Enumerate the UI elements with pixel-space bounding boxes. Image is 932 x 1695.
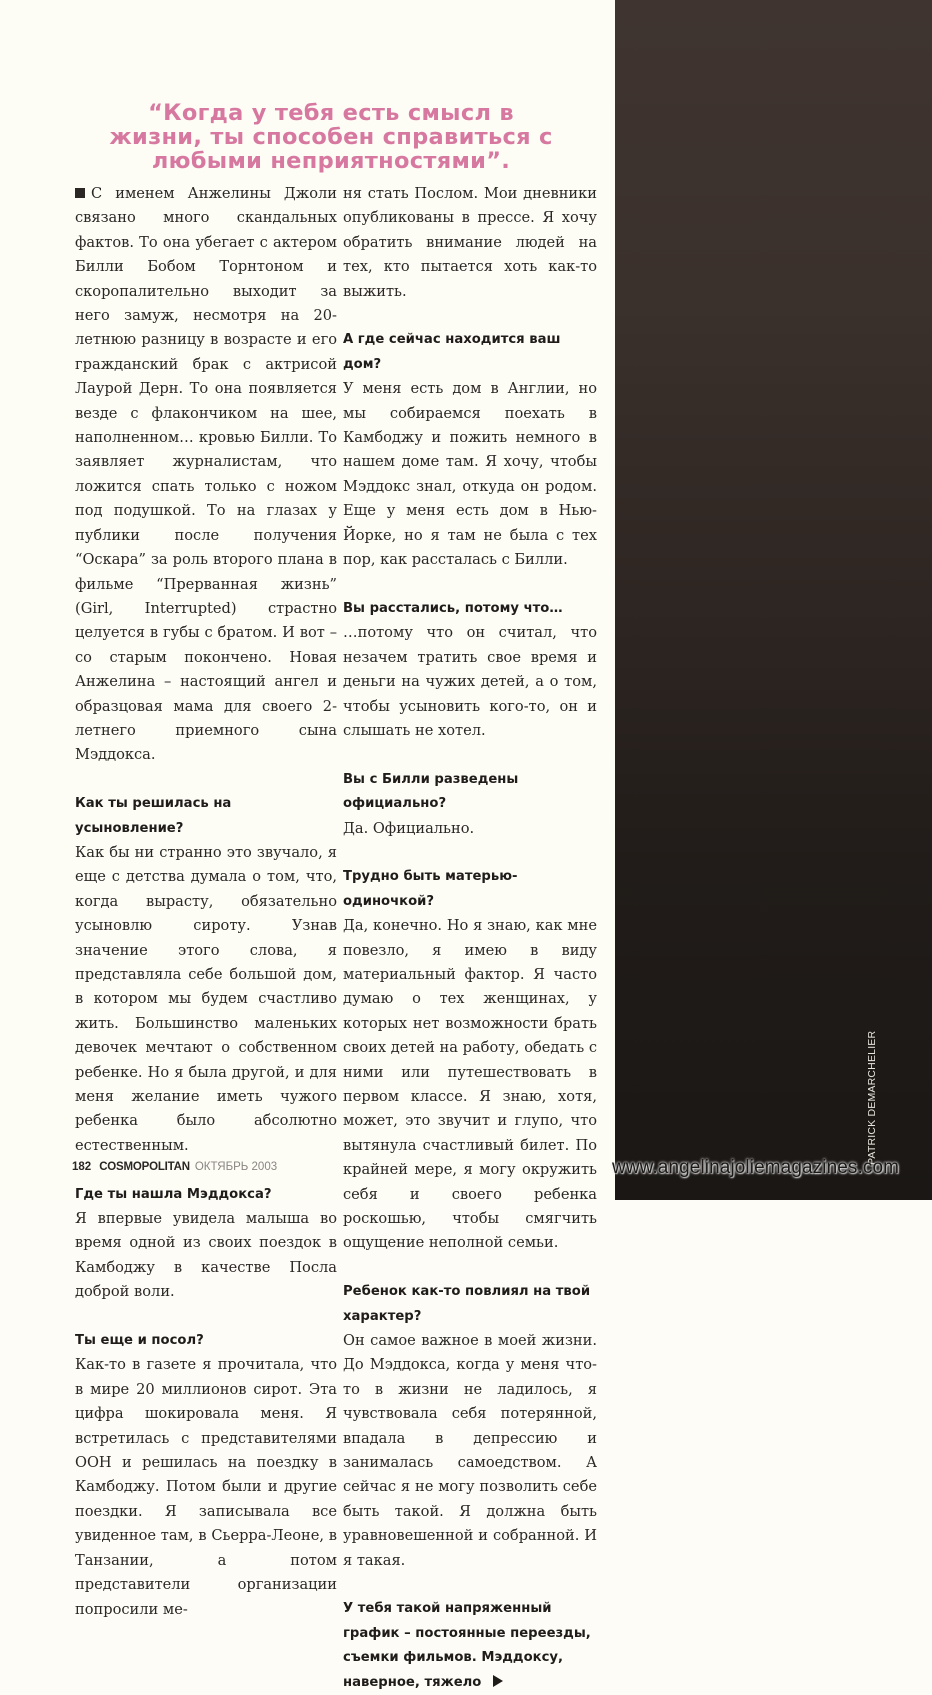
answer-paragraph: Да. Официально. [343,819,475,837]
answer-paragraph: …потому что он считал, что незачем тратить свое время и деньги на чужих детей, а о том, чтобы усыновить кого-то, он и слышать не хотел. [343,624,597,739]
question-heading: А где сейчас находится ваш дом? [343,332,561,372]
pull-quote: “Когда у тебя есть смысл в жизни, ты способен справиться с любыми неприятностями”. [109,100,553,174]
issue-date: ОКТЯБРЬ 2003 [194,1161,278,1173]
question-heading: Вы с Билли разведены официально? [343,771,519,812]
question-heading: Где ты нашла Мэддокса? [75,1186,272,1202]
page-number: 182 [72,1161,92,1173]
answer-paragraph: Я впервые увидела малыша во время одной из своих поездок в Камбоджу в качестве Посла доброй воли. [75,1210,337,1301]
intro-text: С именем Анжелины Джоли связано много скандальных фактов. То она убегает с актером Билли Бобом Торнтоном и скоропалительно выходит за него замуж, несмотря на 20-летнюю разницу в возрасте и его гражданский брак с актрисой Лаурой Дерн. То она появляется везде с флакончиком на шее, наполненном… кровью Билли. То заявляет журналистам, что ложится спать только с ножом под подушкой. То на глазах у публики после получения “Оскара” за роль второго плана в фильме “Прерванная жизнь” (Girl, Interrupted) страстно целуется в губы с братом. И вот – со старым покончено. Новая Анжелина – настоящий ангел и образцовая мама для своего 2-летнего приемного сына Мэддокса. [75,185,337,764]
triangle-right-arrow-icon [493,1675,503,1687]
page-footer [72,1161,277,1173]
photo-panel [615,0,932,1200]
question-text: У тебя такой напряженный график – постоянные переезды, съемки фильмов. Мэддоксу, наверное, тяжело [343,1601,591,1690]
text-column-left [75,182,337,1622]
photo-credit: PATRICK DEMARCHELIER [866,1030,878,1165]
question-heading: Ребенок как-то повлиял на твой характер? [343,1284,591,1324]
answer-paragraph: У меня есть дом в Англии, но мы собираемся поехать в Камбоджу и пожить немного в нашем доме там. Я хочу, чтобы Мэддокс знал, откуда он родом. Еще у меня есть дом в Нью-Йорке, но я там не была с тех пор, как рассталась с Билли. [343,380,597,569]
question-heading: Как ты решилась на усыновление? [75,796,232,836]
answer-paragraph: Как бы ни странно это звучало, я еще с детства думала о том, что, когда вырасту, обязательно усыновлю сироту. Узнав значение этого слова, я представляла себе большой дом, в котором мы будем счастливо жить. Большинство маленьких девочек мечтают о собственном ребенке. Но я была другой, и для меня желание иметь чужого ребенка было абсолютно естественным. [75,843,337,1154]
question-heading: Трудно быть матерью-одиночкой? [343,869,518,909]
question-heading-continued [343,1597,597,1695]
square-bullet-icon [75,188,85,198]
intro-paragraph [75,182,337,768]
answer-paragraph-continued: ня стать Послом. Мои дневники опубликованы в прессе. Я хочу обратить внимание людей на тех, кто пытается хоть как-то выжить. [343,185,597,300]
question-heading: Вы расстались, потому что… [343,600,563,616]
text-column-right [343,182,597,1695]
magazine-name: COSMOPOLITAN [99,1161,190,1173]
answer-paragraph: Он самое важное в моей жизни. До Мэддокса, когда у меня что-то в жизни не ладилось, я чувствовала себя потерянной, впадала в депрессию и занималась самоедством. А сейчас я не могу позволить себе быть такой. Я должна быть уравновешенной и собранной. И я такая. [343,1332,597,1569]
question-heading: Ты еще и посол? [75,1333,204,1349]
website-watermark: www.angelinajoliemagazines.com [612,1157,900,1178]
answer-paragraph: Да, конечно. Но я знаю, как мне повезло, я имею в виду материальный фактор. Я часто думаю о тех женщинах, у которых нет возможности брать своих детей на работу, обедать с ними или путешествовать в первом классе. Я знаю, хотя, может, это звучит и глупо, что вытянула счастливый билет. По крайней мере, я могу окружить себя и своего ребенка роскошью, чтобы смягчить ощущение неполной семьи. [343,917,597,1252]
answer-paragraph: Как-то в газете я прочитала, что в мире 20 миллионов сирот. Эта цифра шокировала меня. Я встретилась с представителями ООН и решилась на поездку в Камбоджу. Потом были и другие поездки. Я записывала все увиденное там, в Сьерра-Леоне, в Танзании, а потом представители организации попросили ме- [75,1356,337,1618]
